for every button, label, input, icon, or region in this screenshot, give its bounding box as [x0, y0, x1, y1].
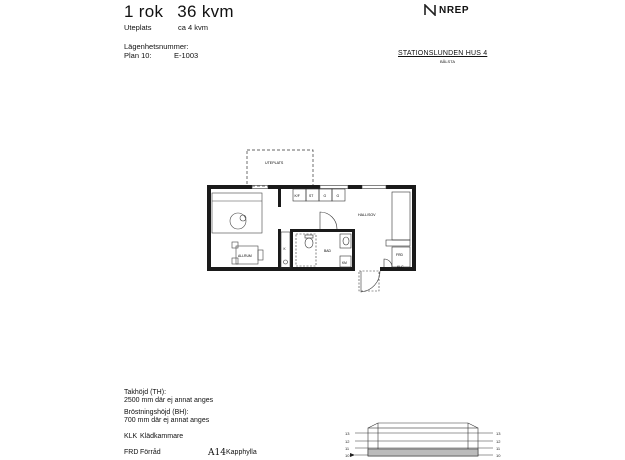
balcony-outline [247, 150, 313, 186]
klk-text: Klädkammare [140, 433, 184, 440]
parapet-height-label: Bröstningshöjd (BH): [124, 409, 189, 416]
label-klc: KLC [397, 265, 404, 269]
wardrobe [386, 192, 410, 246]
storage-closets [384, 247, 410, 267]
bed [212, 193, 262, 233]
building-section [350, 423, 493, 457]
frd-text: Förråd [140, 449, 161, 456]
label-k: K [283, 247, 286, 251]
apartment-number-label: Lägenhetsnummer: [124, 42, 189, 51]
level-left-11: 11 [345, 446, 350, 451]
label-frd: FRD [396, 253, 403, 257]
label-hall-sov: HALL/SOV [358, 213, 376, 217]
level-right-13: 13 [496, 431, 501, 436]
level-right-12: 12 [496, 439, 501, 444]
hat-rack-text: Kapphylla [226, 449, 257, 456]
level-right-11: 11 [496, 446, 501, 451]
ceiling-height-label: Takhöjd (TH): [124, 389, 167, 396]
dining-table [232, 242, 263, 264]
level-left-10: 10 [345, 453, 350, 458]
balcony-area: ca 4 kvm [178, 23, 209, 32]
level-right-10: 10 [496, 453, 501, 458]
frd-abbr: FRD [124, 449, 139, 456]
label-allrum: ALLRUM [238, 254, 252, 258]
level-left-13: 13 [345, 431, 350, 436]
label-uteplats: UTEPLATS [265, 161, 284, 165]
apartment-number: E-1003 [174, 51, 199, 60]
balcony-label: Uteplats [124, 23, 152, 32]
floor-label: Plan 10: [124, 51, 152, 60]
apartment-area: 36 kvm [177, 2, 234, 21]
label-km: KM [342, 261, 347, 265]
room-count: 1 rok [124, 2, 164, 21]
label-kf: K/F [294, 194, 300, 198]
project-name: STATIONSLUNDEN HUS 4 [398, 50, 488, 57]
label-bad: BAD [324, 249, 331, 253]
klk-abbr: KLK [124, 433, 138, 440]
level-left-12: 12 [345, 439, 350, 444]
label-g1: G [323, 194, 327, 198]
ceiling-height-value: 2500 mm där ej annat anges [124, 397, 214, 404]
brand-name: NREP [439, 4, 470, 16]
hat-rack-symbol: A14 [208, 448, 226, 458]
parapet-height-value: 700 mm där ej annat anges [124, 417, 210, 424]
label-g2: G [336, 194, 340, 198]
label-st: ST [309, 194, 314, 198]
project-city: BÅLSTA [440, 59, 456, 64]
